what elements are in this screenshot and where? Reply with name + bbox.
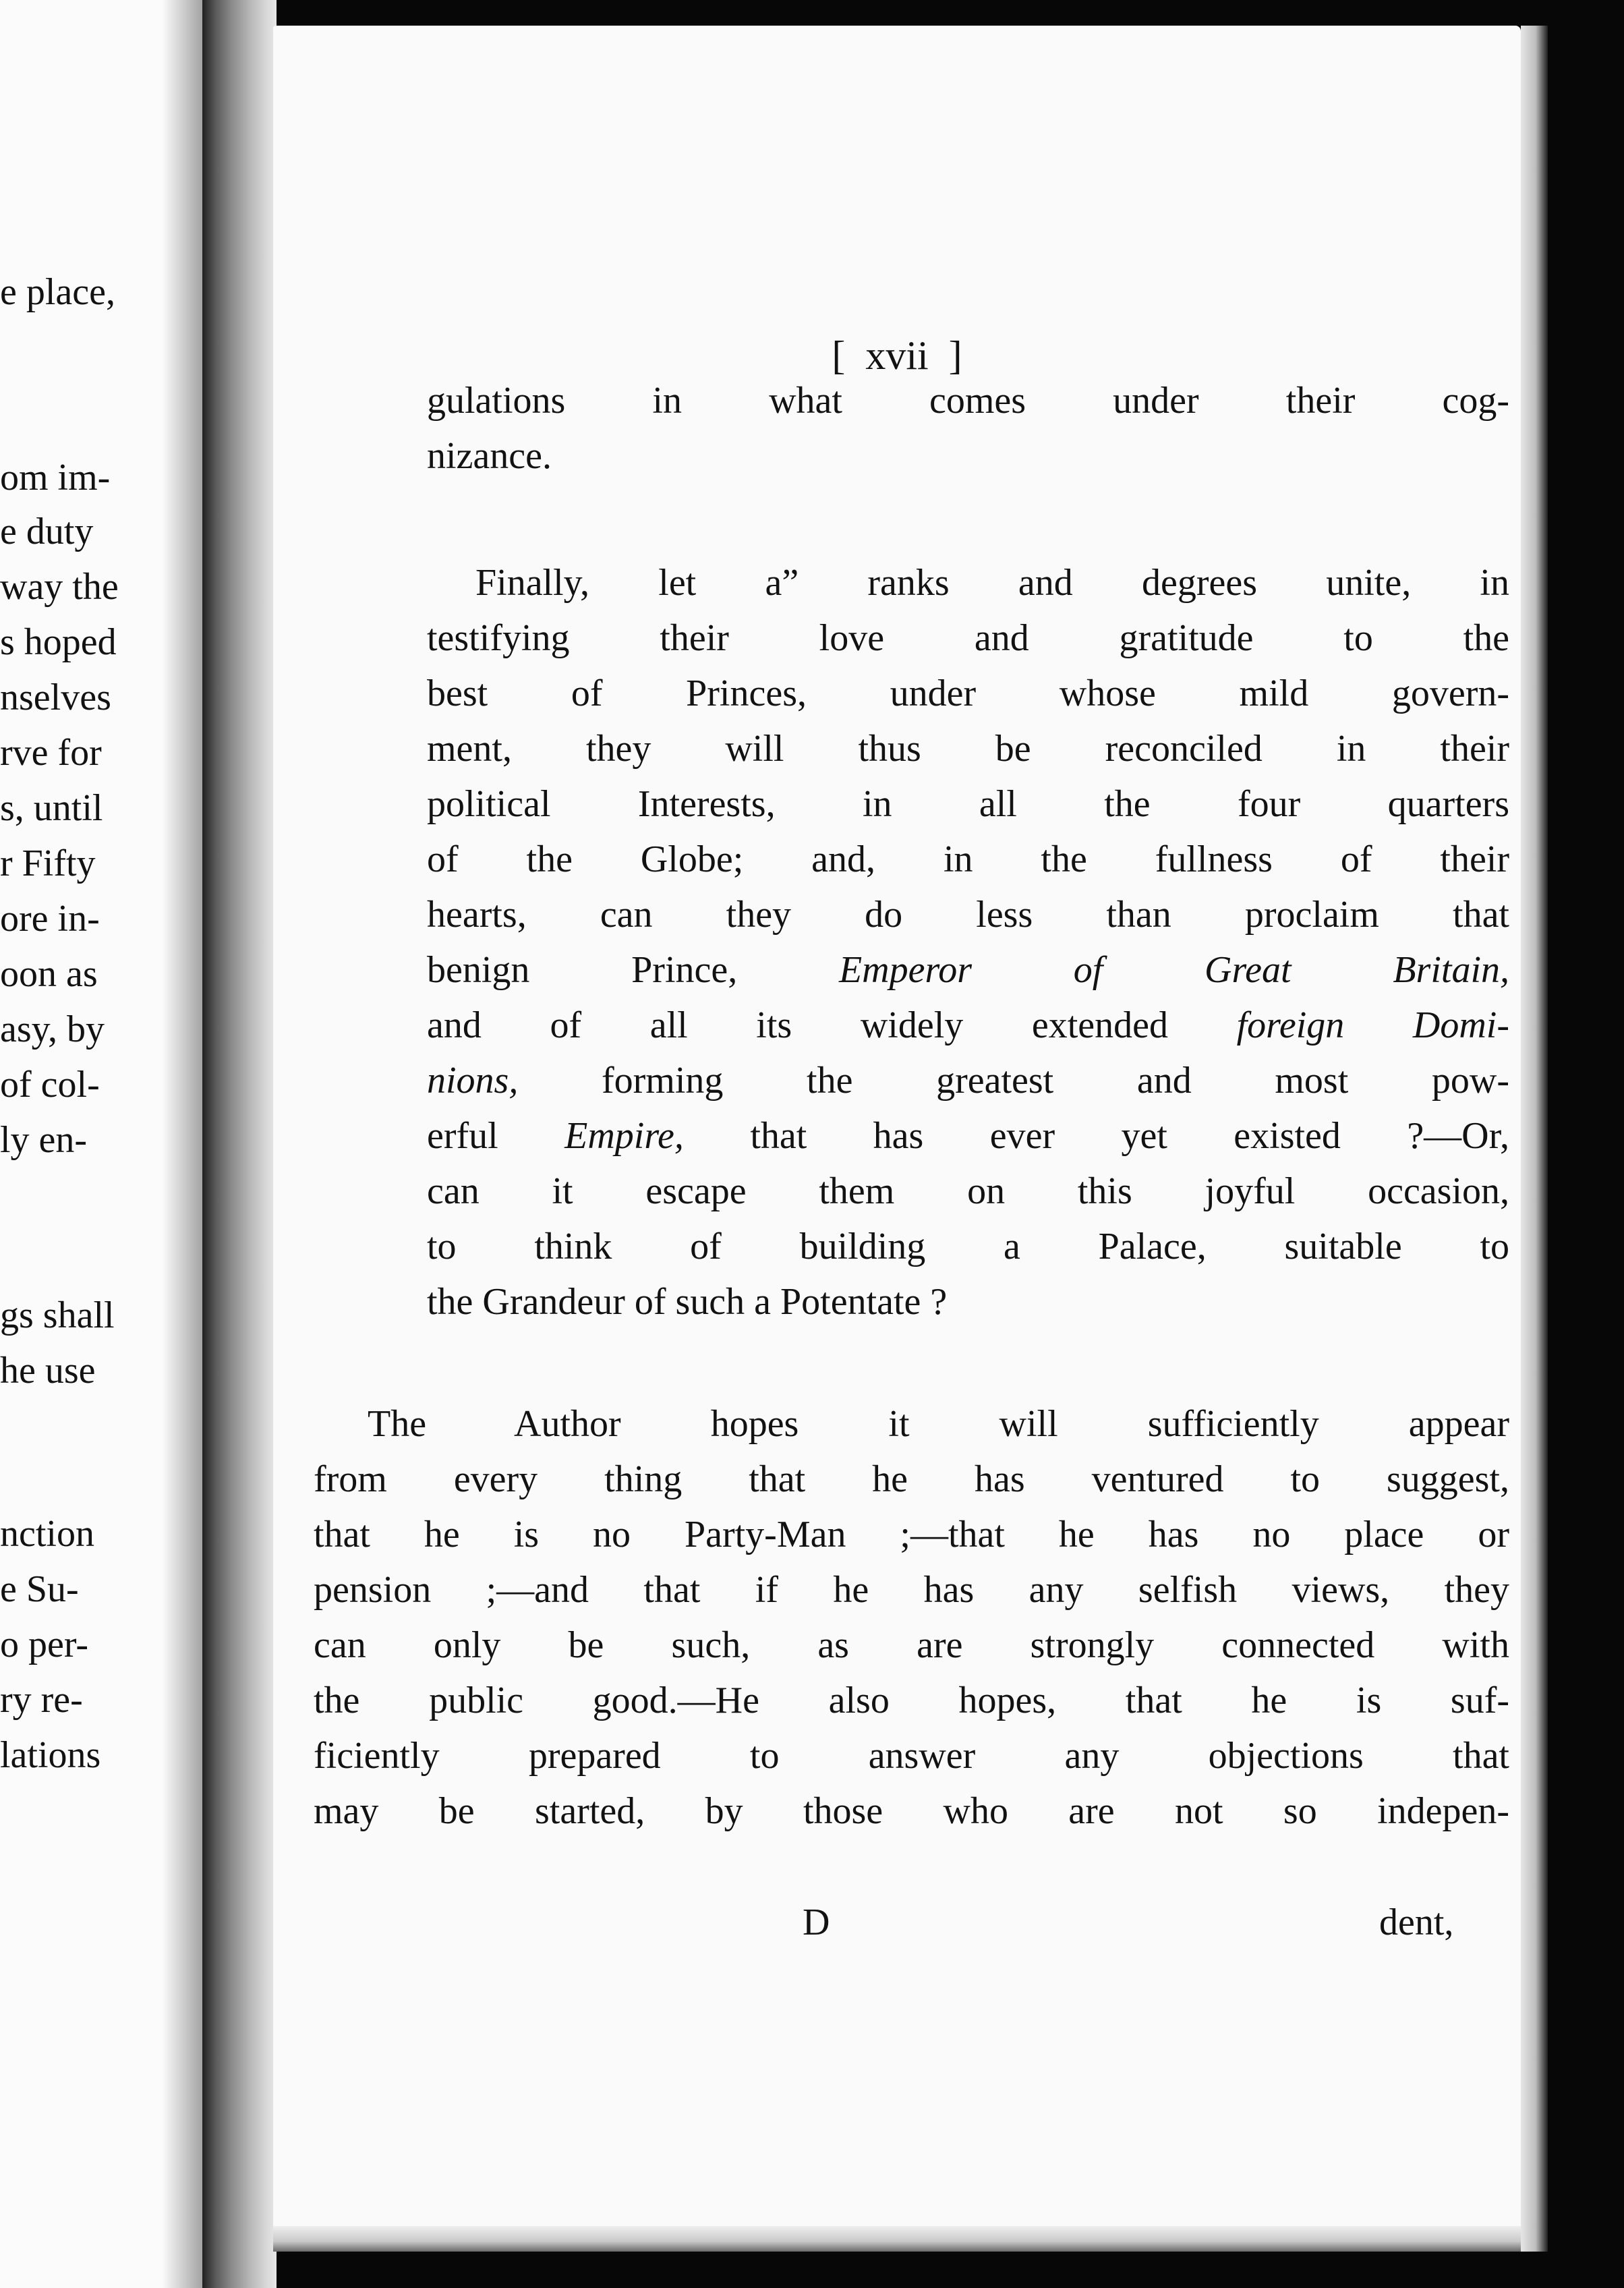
left-page-line: r Fifty [0, 842, 96, 884]
emphasis-dominions: foreign Domi- [1236, 1004, 1509, 1046]
book-gutter [202, 0, 277, 2288]
signature-mark: D [803, 1901, 830, 1943]
left-page-line: rve for [0, 732, 102, 774]
left-page-line: gs shall [0, 1294, 115, 1336]
left-page-line: s, until [0, 787, 103, 829]
emphasis-dominions: nions, [427, 1060, 519, 1102]
left-page-line: oon as [0, 953, 98, 995]
text-line: to think of building a Palace, suitable to [427, 1226, 1509, 1267]
left-page-line: e Su- [0, 1568, 79, 1610]
text-line [427, 998, 1509, 1053]
main-page [273, 26, 1521, 2252]
text-line: the public good.—He also hopes, that he is suf- [314, 1680, 1509, 1721]
left-page-line: e place, [0, 271, 115, 313]
text-line: ment, they will thus be reconciled in their [427, 728, 1509, 770]
text-line [427, 1108, 1509, 1164]
left-page-line: ore in- [0, 898, 100, 940]
page-edge [1521, 26, 1548, 2252]
text-line: political Interests, in all the four quarters [427, 783, 1509, 825]
text-line: ficiently prepared to answer any objections that [314, 1735, 1509, 1777]
left-page-line: e duty [0, 511, 94, 552]
left-page-line: way the [0, 566, 119, 608]
left-page-line: of col- [0, 1064, 100, 1106]
page-number: [ xvii ] [832, 333, 962, 378]
text-line: of the Globe; and, in the fullness of their [427, 838, 1509, 880]
left-page-line: lations [0, 1734, 101, 1776]
text-line [427, 1053, 1509, 1108]
text-line: pension ;—and that if he has any selfish views, they [314, 1569, 1509, 1611]
text-run: forming the greatest and most pow- [602, 1060, 1509, 1102]
text-line: can only be such, as are strongly connected with [314, 1624, 1509, 1666]
emphasis-title: Emperor of Great Britain, [838, 949, 1509, 991]
text-line: Finally, let a” ranks and degrees unite, in [475, 562, 1509, 604]
text-line: can it escape them on this joyful occasion, [427, 1170, 1509, 1212]
text-line: hearts, can they do less than proclaim that [427, 894, 1509, 936]
text-line: The Author hopes it will sufficiently appear [368, 1403, 1509, 1445]
left-page-line: om im- [0, 457, 111, 498]
text-run: that has ever yet existed ?—Or, [750, 1115, 1510, 1157]
left-page-line: ry re- [0, 1679, 83, 1721]
left-page-line: asy, by [0, 1008, 105, 1050]
left-page-line: ly en- [0, 1119, 88, 1161]
text-line: the Grandeur of such a Potentate ? [427, 1281, 948, 1323]
page-shadow [162, 0, 202, 2288]
page-bottom-edge [273, 2226, 1521, 2252]
left-facing-page [0, 0, 202, 2288]
text-line [427, 942, 1509, 998]
text-run: benign Prince, [427, 949, 738, 991]
text-line: testifying their love and gratitude to the [427, 617, 1509, 659]
text-run: erful [427, 1115, 498, 1157]
left-page-line: nselves [0, 677, 111, 718]
left-page-line: s hoped [0, 621, 117, 663]
text-line: best of Princes, under whose mild govern- [427, 673, 1509, 714]
left-page-line: he use [0, 1350, 96, 1392]
text-run: and of all its widely extended [427, 1004, 1168, 1046]
emphasis-empire: Empire, [564, 1115, 684, 1157]
text-line: may be started, by those who are not so indepen- [314, 1790, 1509, 1832]
catchword: dent, [1379, 1901, 1454, 1943]
text-line: gulations in what comes under their cog- [427, 380, 1509, 422]
text-line: that he is no Party-Man ;—that he has no place or [314, 1514, 1509, 1555]
text-line: nizance. [427, 435, 552, 477]
left-page-line: nction [0, 1513, 94, 1555]
text-line: from every thing that he has ventured to suggest, [314, 1458, 1509, 1500]
left-page-line: o per- [0, 1624, 89, 1665]
